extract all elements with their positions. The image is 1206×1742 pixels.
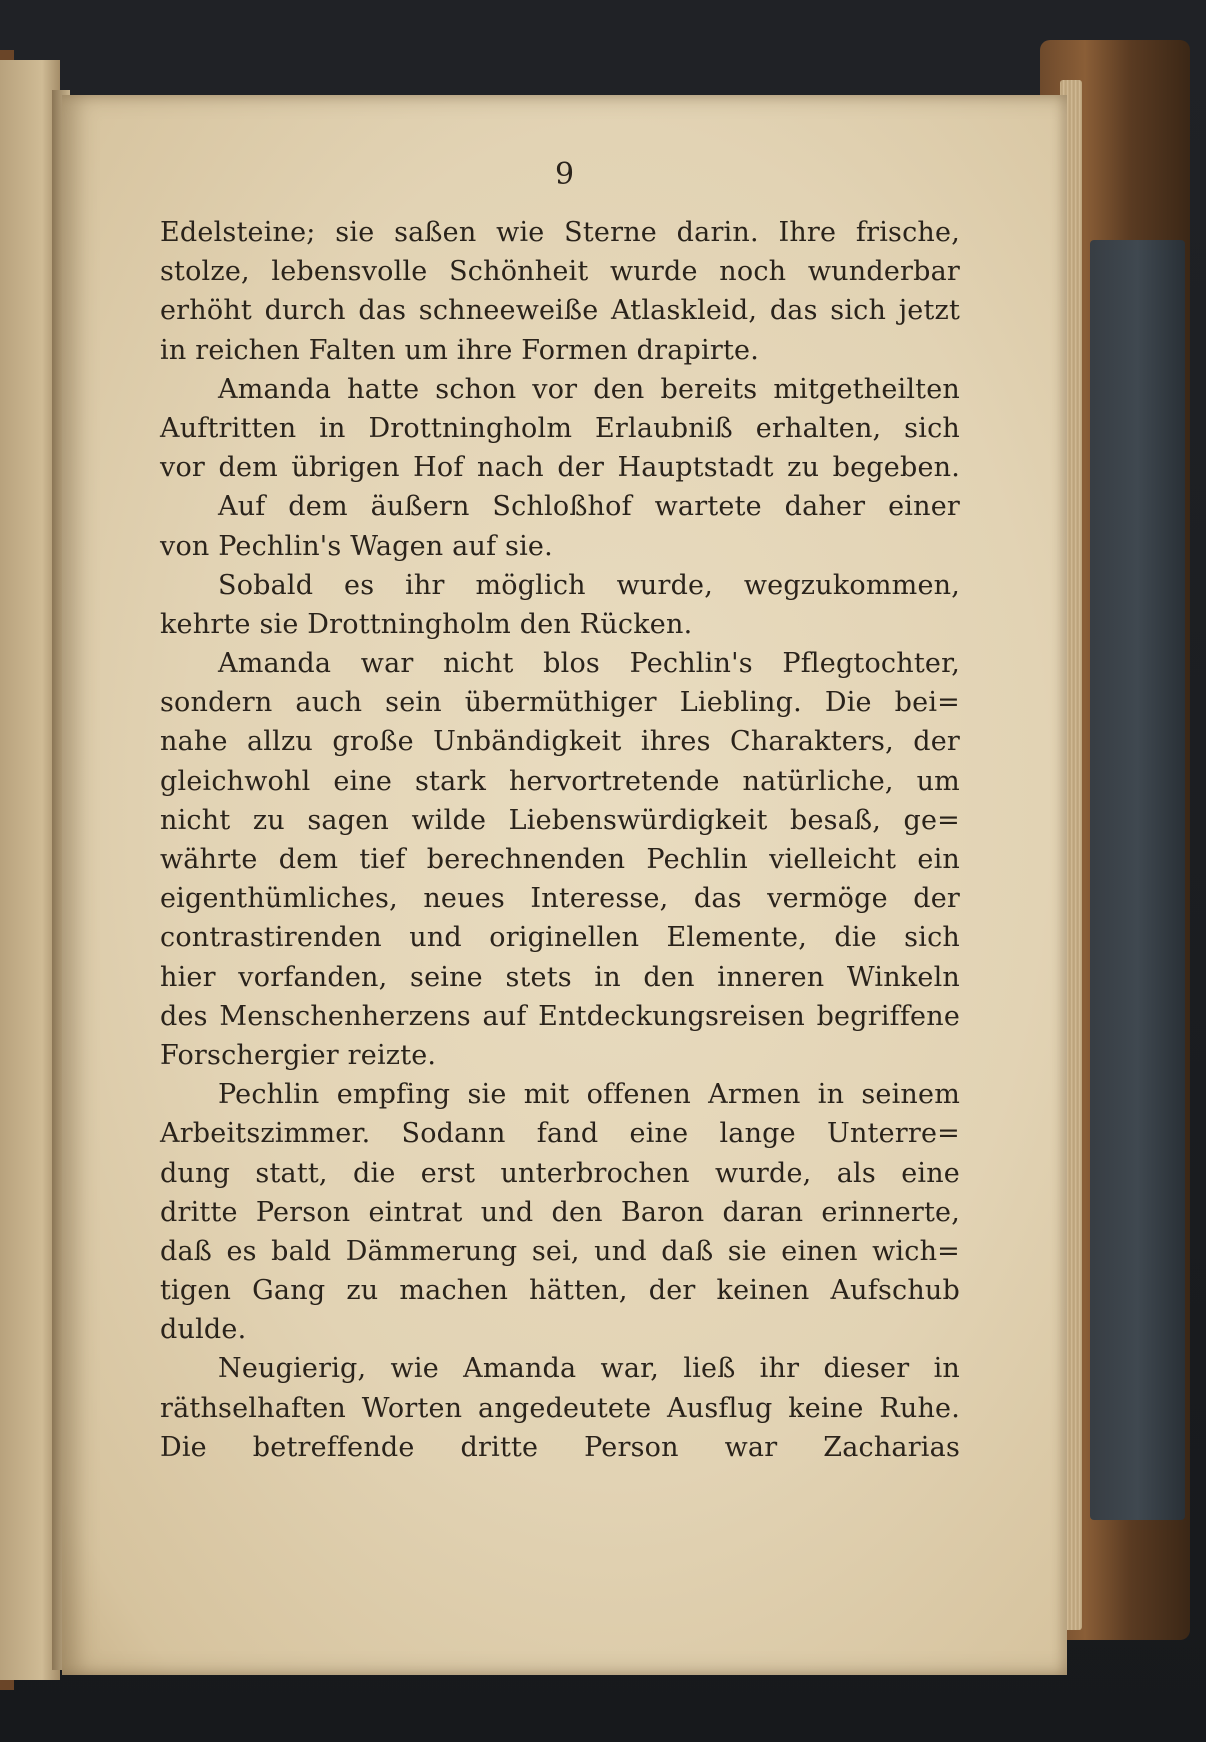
text-line: dulde. [160,1314,247,1346]
text-line: Forschergier reizte. [160,1039,437,1071]
text-line: währte dem tief berechnenden Pechlin vielleicht ein [160,844,960,875]
text-line: stolze, lebensvolle Schönheit wurde noch wunderbar [160,256,960,288]
text-line: eigenthümliches, neues Interesse, das vermöge der [160,883,960,915]
page-text [160,213,960,1467]
text-line: Die betreffende dritte Person war Zacharias [160,1431,960,1463]
text-line: Auftritten in Drottningholm Erlaubniß erhalten, sich [160,412,960,444]
text-line: in reichen Falten um ihre Formen drapirte. [160,334,759,366]
text-line: Arbeitszimmer. Sodann fand eine lange Unterre= [160,1118,960,1150]
text-line: tigen Gang zu machen hätten, der keinen Aufschub [160,1275,960,1307]
text-line: Pechlin empfing sie mit offenen Armen in seinem [218,1079,960,1111]
text-line: dung statt, die erst unterbrochen wurde, als eine [160,1157,960,1189]
text-line: vor dem übrigen Hof nach der Hauptstadt zu begeben. [160,452,960,484]
text-line: Edelsteine; sie saßen wie Sterne darin. Ihre frische, [160,217,960,248]
text-line: kehrte sie Drottningholm den Rücken. [160,608,693,640]
text-line: des Menschenherzens auf Entdeckungsreisen begriffene [160,1000,960,1032]
text-line: Amanda hatte schon vor den bereits mitgetheilten [218,373,960,405]
text-line: sondern auch sein übermüthiger Liebling. Die bei= [160,687,960,719]
text-line: contrastirenden und originellen Elemente, die sich [160,922,960,954]
text-line: erhöht durch das schneeweiße Atlaskleid, das sich jetzt [160,295,960,327]
book-page [62,95,1067,1675]
text-line: hier vorfanden, seine stets in den inneren Winkeln [160,961,960,993]
text-line: daß es bald Dämmerung sei, und daß sie einen wich= [160,1235,960,1267]
text-line: nicht zu sagen wilde Liebenswürdigkeit besaß, ge= [160,804,960,836]
left-page-edge [0,60,60,1680]
text-line: räthselhaften Worten angedeutete Ausflug keine Ruhe. [160,1392,960,1424]
text-line: Sobald es ihr möglich wurde, wegzukommen, [218,569,960,601]
text-line: dritte Person eintrat und den Baron daran erinnerte, [160,1196,960,1228]
text-line: gleichwohl eine stark hervortretende natürliche, um [160,765,960,797]
text-line: Neugierig, wie Amanda war, ließ ihr dieser in [218,1353,960,1385]
text-line: Amanda war nicht blos Pechlin's Pflegtochter, [218,648,960,680]
page-number: 9 [554,157,575,192]
book-cover-cloth [1090,240,1185,1520]
text-line: Auf dem äußern Schloßhof wartete daher einer [218,491,960,523]
text-line: nahe allzu große Unbändigkeit ihres Charakters, der [160,726,960,758]
text-line: von Pechlin's Wagen auf sie. [160,530,553,562]
